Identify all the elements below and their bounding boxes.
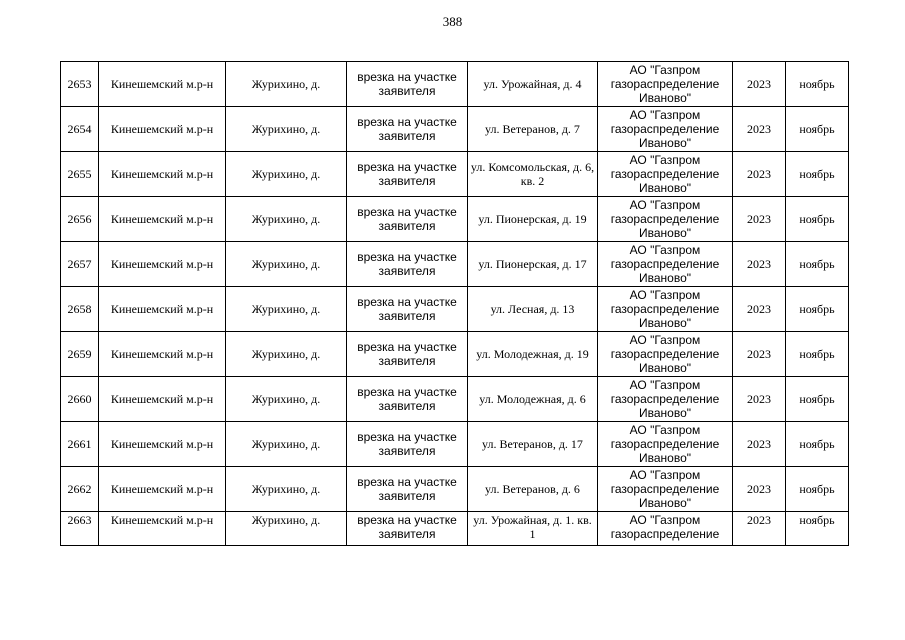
- address-cell: ул. Комсомольская, д. 6, кв. 2: [468, 152, 598, 197]
- organization-cell: АО "Газпром газораспределение Иваново": [598, 197, 733, 242]
- settlement-cell: Журихино, д.: [226, 197, 347, 242]
- month-cell: ноябрь: [786, 467, 849, 512]
- year-cell: 2023: [733, 467, 786, 512]
- year-cell: 2023: [733, 197, 786, 242]
- year-cell: 2023: [733, 62, 786, 107]
- address-cell: ул. Ветеранов, д. 17: [468, 422, 598, 467]
- address-cell: ул. Урожайная, д. 4: [468, 62, 598, 107]
- table-row: [61, 422, 849, 467]
- organization-cell: АО "Газпром газораспределение Иваново": [598, 242, 733, 287]
- row-number: 2660: [61, 377, 99, 422]
- settlement-cell: Журихино, д.: [226, 242, 347, 287]
- address-cell: ул. Пионерская, д. 19: [468, 197, 598, 242]
- table-row: [61, 287, 849, 332]
- organization-cell: АО "Газпром газораспределение Иваново": [598, 422, 733, 467]
- organization-cell: АО "Газпром газораспределение Иваново": [598, 332, 733, 377]
- row-number: 2658: [61, 287, 99, 332]
- organization-cell: АО "Газпром газораспределение Иваново": [598, 377, 733, 422]
- month-cell: ноябрь: [786, 62, 849, 107]
- work-type-cell: врезка на участке заявителя: [347, 467, 468, 512]
- month-cell: ноябрь: [786, 287, 849, 332]
- work-type-cell: врезка на участке заявителя: [347, 287, 468, 332]
- settlement-cell: Журихино, д.: [226, 332, 347, 377]
- settlement-cell: Журихино, д.: [226, 512, 347, 546]
- settlement-cell: Журихино, д.: [226, 152, 347, 197]
- district-cell: Кинешемский м.р-н: [99, 377, 226, 422]
- district-cell: Кинешемский м.р-н: [99, 287, 226, 332]
- address-cell: ул. Молодежная, д. 6: [468, 377, 598, 422]
- table-row: [61, 377, 849, 422]
- address-cell: ул. Ветеранов, д. 7: [468, 107, 598, 152]
- work-type-cell: врезка на участке заявителя: [347, 197, 468, 242]
- work-type-cell: врезка на участке заявителя: [347, 377, 468, 422]
- year-cell: 2023: [733, 242, 786, 287]
- year-cell: 2023: [733, 512, 786, 546]
- district-cell: Кинешемский м.р-н: [99, 197, 226, 242]
- table-row: [61, 242, 849, 287]
- row-number: 2653: [61, 62, 99, 107]
- work-type-cell: врезка на участке заявителя: [347, 422, 468, 467]
- year-cell: 2023: [733, 152, 786, 197]
- month-cell: ноябрь: [786, 332, 849, 377]
- row-number: 2659: [61, 332, 99, 377]
- row-number: 2662: [61, 467, 99, 512]
- district-cell: Кинешемский м.р-н: [99, 242, 226, 287]
- settlement-cell: Журихино, д.: [226, 107, 347, 152]
- row-number: 2655: [61, 152, 99, 197]
- work-type-cell: врезка на участке заявителя: [347, 152, 468, 197]
- address-cell: ул. Пионерская, д. 17: [468, 242, 598, 287]
- organization-cell: АО "Газпром газораспределение Иваново": [598, 287, 733, 332]
- district-cell: Кинешемский м.р-н: [99, 512, 226, 546]
- month-cell: ноябрь: [786, 422, 849, 467]
- registry-table: [60, 61, 849, 546]
- address-cell: ул. Молодежная, д. 19: [468, 332, 598, 377]
- month-cell: ноябрь: [786, 197, 849, 242]
- district-cell: Кинешемский м.р-н: [99, 467, 226, 512]
- work-type-cell: врезка на участке заявителя: [347, 332, 468, 377]
- settlement-cell: Журихино, д.: [226, 422, 347, 467]
- settlement-cell: Журихино, д.: [226, 287, 347, 332]
- district-cell: Кинешемский м.р-н: [99, 422, 226, 467]
- settlement-cell: Журихино, д.: [226, 62, 347, 107]
- month-cell: ноябрь: [786, 512, 849, 546]
- month-cell: ноябрь: [786, 377, 849, 422]
- year-cell: 2023: [733, 332, 786, 377]
- work-type-cell: врезка на участке заявителя: [347, 62, 468, 107]
- year-cell: 2023: [733, 377, 786, 422]
- organization-cell: АО "Газпром газораспределение: [598, 512, 733, 546]
- row-number: 2661: [61, 422, 99, 467]
- table-row: [61, 332, 849, 377]
- month-cell: ноябрь: [786, 152, 849, 197]
- work-type-cell: врезка на участке заявителя: [347, 512, 468, 546]
- work-type-cell: врезка на участке заявителя: [347, 242, 468, 287]
- row-number: 2654: [61, 107, 99, 152]
- table-row: [61, 107, 849, 152]
- table-row: [61, 512, 849, 546]
- month-cell: ноябрь: [786, 107, 849, 152]
- district-cell: Кинешемский м.р-н: [99, 332, 226, 377]
- table-row: [61, 197, 849, 242]
- table-row: [61, 62, 849, 107]
- year-cell: 2023: [733, 107, 786, 152]
- organization-cell: АО "Газпром газораспределение Иваново": [598, 62, 733, 107]
- year-cell: 2023: [733, 287, 786, 332]
- table-row: [61, 467, 849, 512]
- row-number: 2656: [61, 197, 99, 242]
- organization-cell: АО "Газпром газораспределение Иваново": [598, 152, 733, 197]
- settlement-cell: Журихино, д.: [226, 377, 347, 422]
- work-type-cell: врезка на участке заявителя: [347, 107, 468, 152]
- district-cell: Кинешемский м.р-н: [99, 107, 226, 152]
- district-cell: Кинешемский м.р-н: [99, 152, 226, 197]
- address-cell: ул. Лесная, д. 13: [468, 287, 598, 332]
- table-row: [61, 152, 849, 197]
- row-number: 2663: [61, 512, 99, 546]
- month-cell: ноябрь: [786, 242, 849, 287]
- organization-cell: АО "Газпром газораспределение Иваново": [598, 467, 733, 512]
- year-cell: 2023: [733, 422, 786, 467]
- page-number: 388: [442, 14, 463, 29]
- address-cell: ул. Урожайная, д. 1. кв. 1: [468, 512, 598, 546]
- settlement-cell: Журихино, д.: [226, 467, 347, 512]
- organization-cell: АО "Газпром газораспределение Иваново": [598, 107, 733, 152]
- address-cell: ул. Ветеранов, д. 6: [468, 467, 598, 512]
- district-cell: Кинешемский м.р-н: [99, 62, 226, 107]
- row-number: 2657: [61, 242, 99, 287]
